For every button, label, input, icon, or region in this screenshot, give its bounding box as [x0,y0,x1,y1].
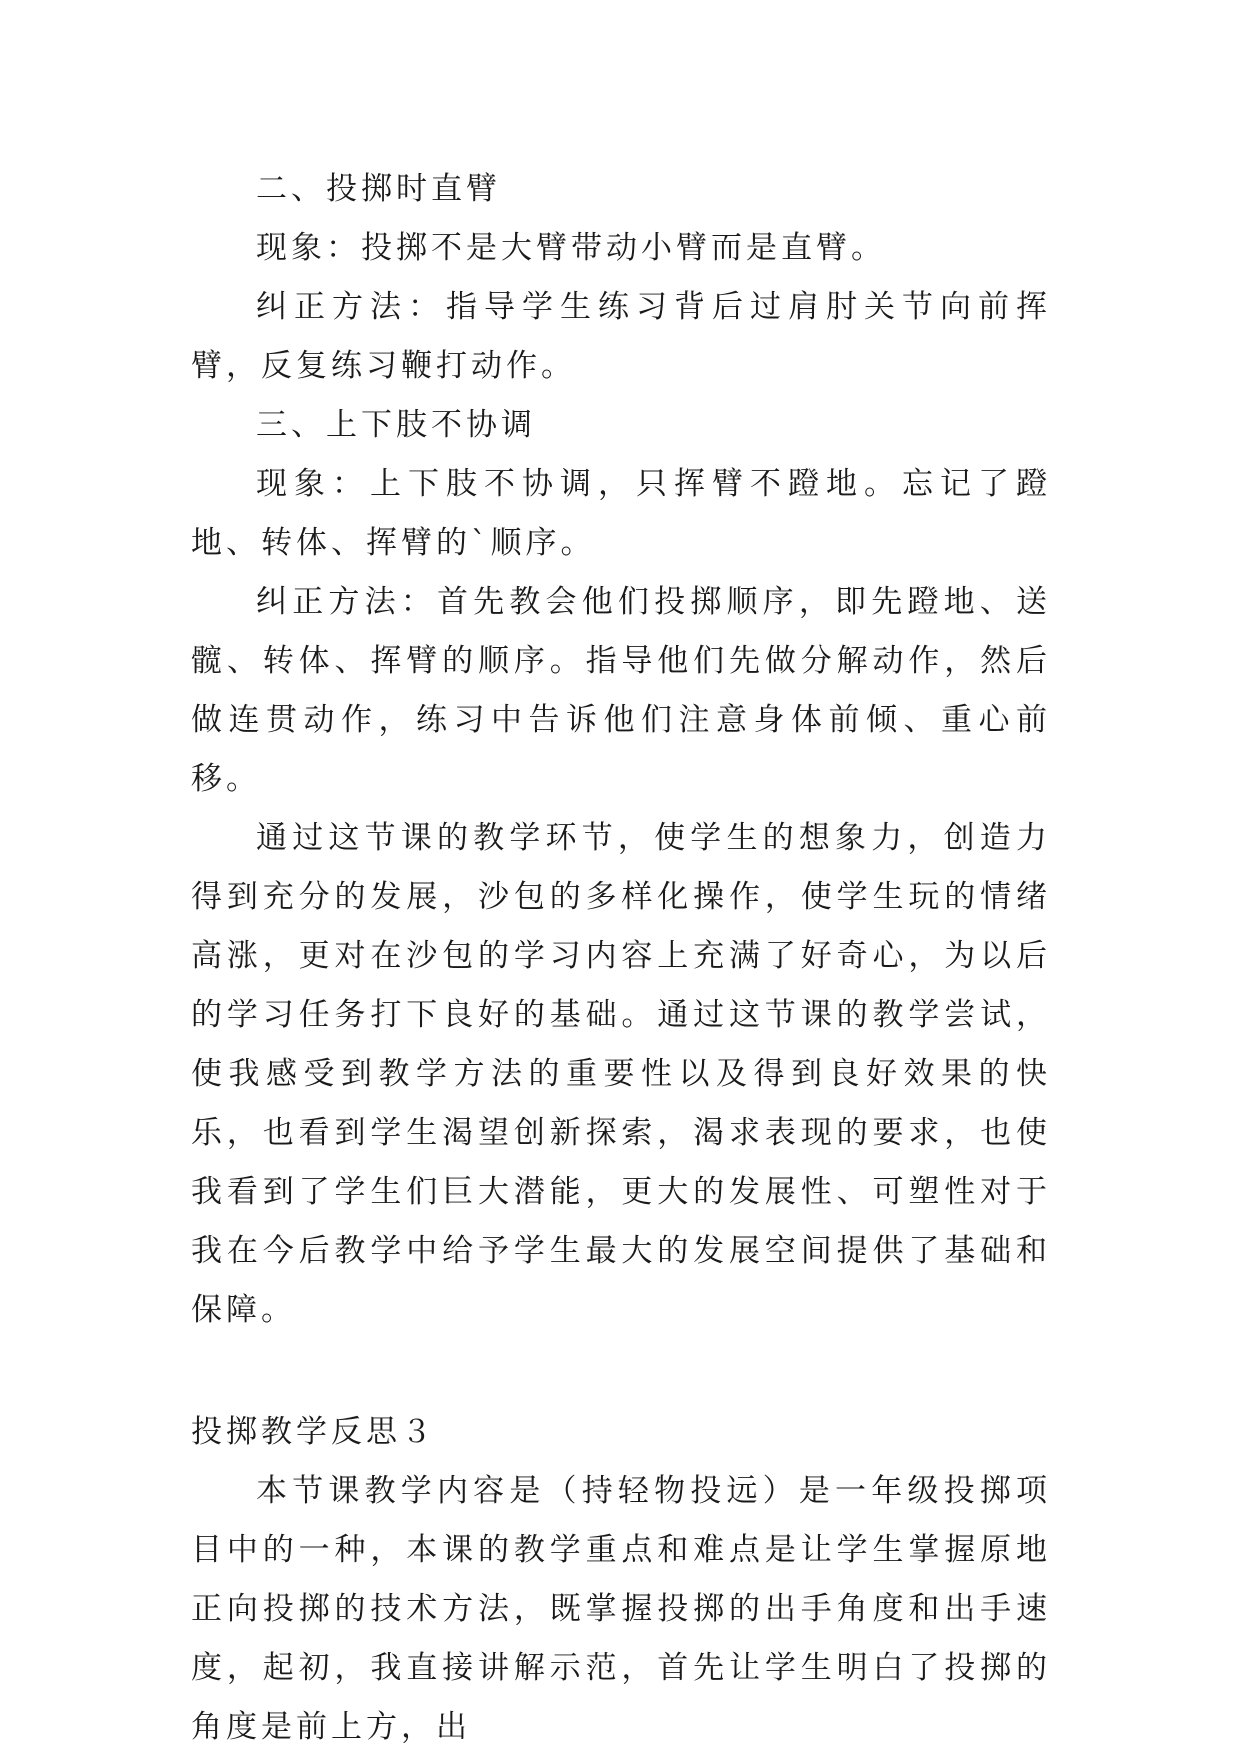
paragraph-intro-reflection-3: 本节课教学内容是（持轻物投远）是一年级投掷项目中的一种，本课的教学重点和难点是让学生掌握原地正向投掷的技术方法，既掌握投掷的出手角度和出手速度，起初，我直接讲解示范，首先让学生明白了投掷的角度是前上方，出 [191,1473,1051,1745]
section-title-reflection-3: 投掷教学反思３ [191,1414,436,1450]
paragraph-phenomenon-1: 现象：投掷不是大臂带动小臂而是直臂。 [256,230,886,266]
paragraph-phenomenon-2: 现象：上下肢不协调，只挥臂不蹬地。忘记了蹬地、转体、挥臂的`顺序。 [191,466,1051,561]
subheading-straight-arm: 二、投掷时直臂 [256,171,501,207]
document-body [191,160,1051,1757]
paragraph-summary: 通过这节课的教学环节，使学生的想象力，创造力得到充分的发展，沙包的多样化操作，使学生玩的情绪高涨，更对在沙包的学习内容上充满了好奇心，为以后的学习任务打下良好的基础。通过这节课的教学尝试，使我感受到教学方法的重要性以及得到良好效果的快乐，也看到学生渴望创新探索，渴求表现的要求，也使我看到了学生们巨大潜能，更大的发展性、可塑性对于我在今后教学中给予学生最大的发展空间提供了基础和保障。 [191,820,1051,1328]
paragraph-correction-1: 纠正方法：指导学生练习背后过肩肘关节向前挥臂，反复练习鞭打动作。 [191,289,1051,384]
subheading-limb-coordination: 三、上下肢不协调 [256,407,536,443]
paragraph-correction-2: 纠正方法：首先教会他们投掷顺序，即先蹬地、送髋、转体、挥臂的顺序。指导他们先做分解动作，然后做连贯动作，练习中告诉他们注意身体前倾、重心前移。 [191,584,1051,797]
